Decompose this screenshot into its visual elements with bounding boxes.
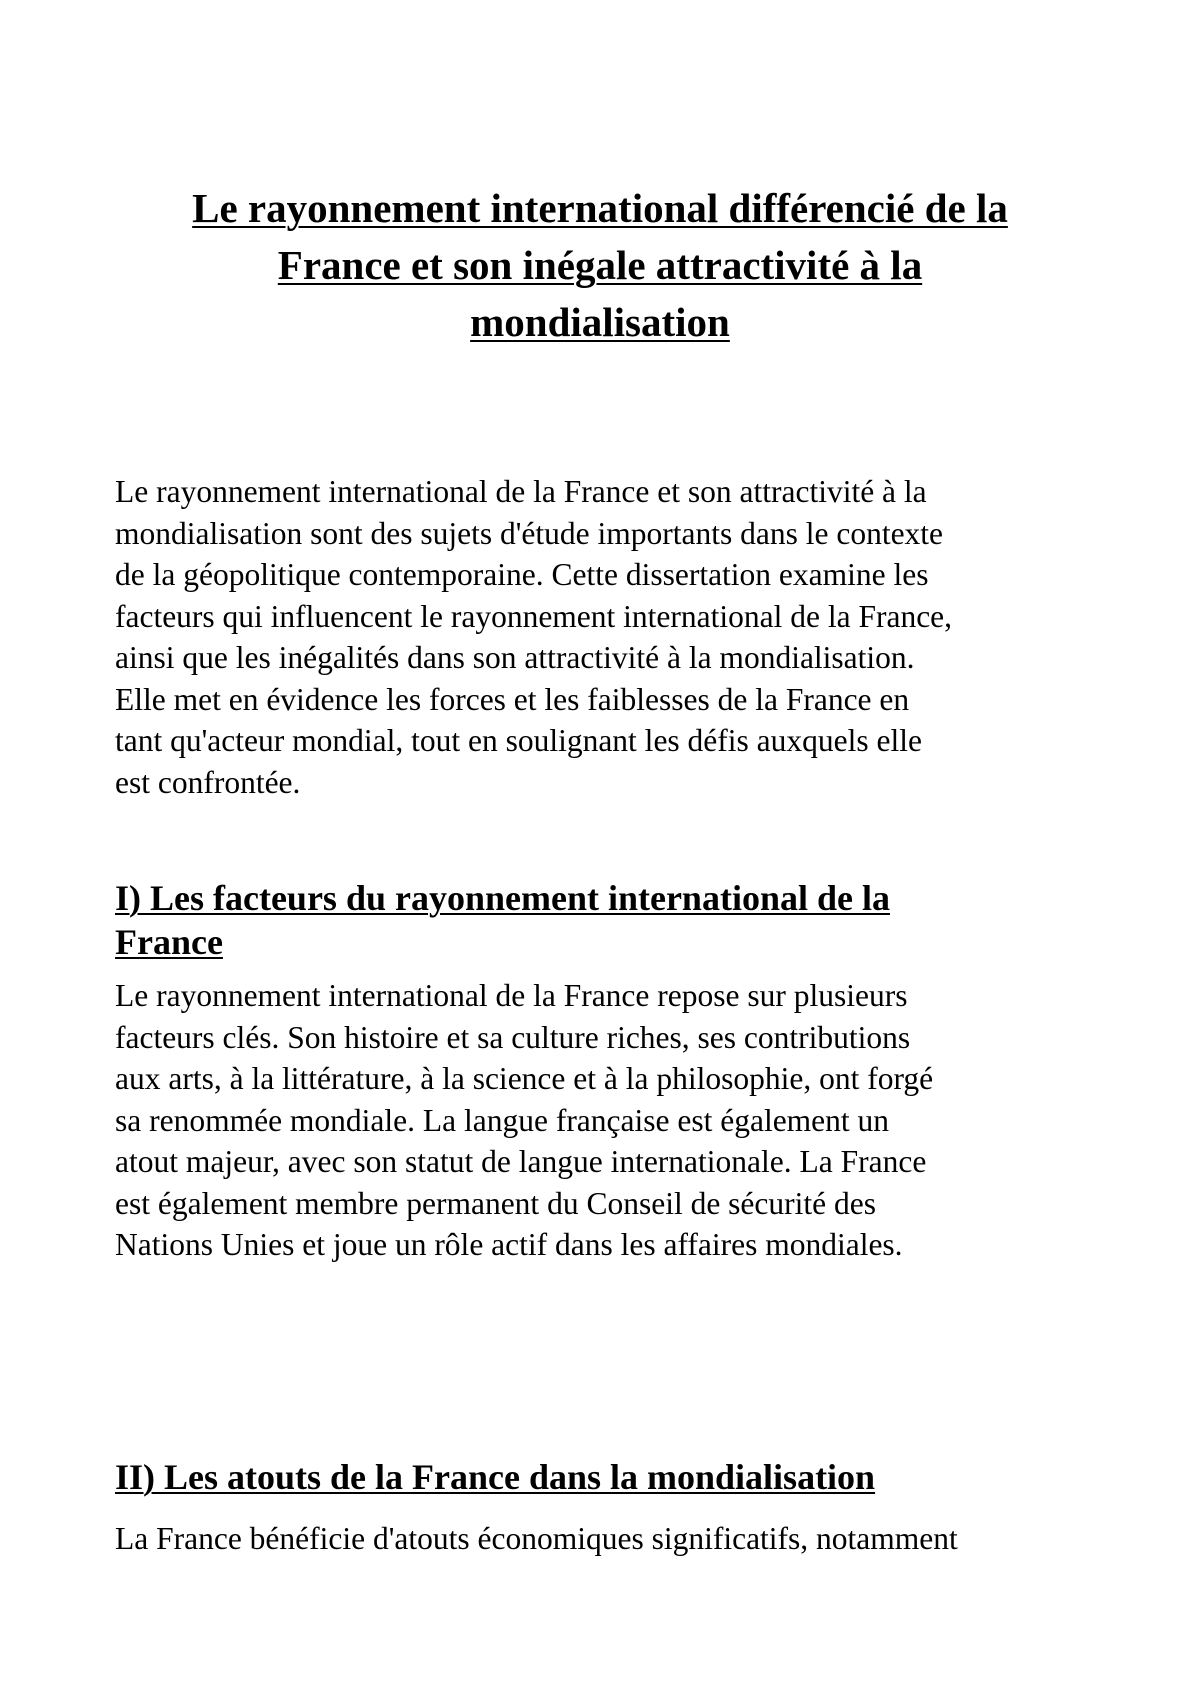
text-line: mondialisation sont des sujets d'étude importants dans le contexte — [115, 515, 944, 551]
text-line: atout majeur, avec son statut de langue internationale. La France — [115, 1144, 927, 1179]
heading-line: France — [115, 922, 223, 962]
text-line: Nations Unies et joue un rôle actif dans les affaires mondiales. — [115, 1227, 903, 1262]
text-line: de la géopolitique contemporaine. Cette dissertation examine les — [115, 557, 929, 592]
section-2-paragraph — [115, 1518, 1115, 1560]
text-line: aux arts, à la littérature, à la science et à la philosophie, ont forgé — [115, 1061, 934, 1096]
text-line: facteurs qui influencent le rayonnement international de la France, — [115, 598, 953, 634]
text-line: La France bénéficie d'atouts économiques significatifs, notamment — [115, 1521, 958, 1556]
text-line: Le rayonnement international de la France repose sur plusieurs — [115, 978, 908, 1013]
heading-line: II) Les atouts de la France dans la mondialisation — [115, 1457, 876, 1497]
text-line: facteurs clés. Son histoire et sa culture riches, ses contributions — [115, 1019, 911, 1055]
text-line: Elle met en évidence les forces et les faiblesses de la France en — [115, 681, 910, 717]
intro-paragraph — [115, 471, 1115, 803]
title-line: France et son inégale attractivité à la — [277, 242, 923, 288]
document-title — [100, 180, 1100, 351]
text-line: sa renommée mondiale. La langue française est également un — [115, 1102, 890, 1138]
text-line: ainsi que les inégalités dans son attractivité à la mondialisation. — [115, 640, 915, 675]
text-line: est également membre permanent du Conseil de sécurité des — [115, 1185, 876, 1221]
text-line: est confrontée. — [115, 764, 301, 800]
section-1-heading — [115, 876, 1115, 964]
section-2-heading — [115, 1455, 1115, 1499]
section-1-paragraph — [115, 975, 1115, 1266]
title-line: mondialisation — [470, 299, 730, 345]
title-line: Le rayonnement international différencié de la — [192, 185, 1008, 231]
text-line: Le rayonnement international de la France et son attractivité à la — [115, 474, 927, 509]
text-line: tant qu'acteur mondial, tout en soulignant les défis auxquels elle — [115, 723, 922, 758]
heading-line: I) Les facteurs du rayonnement international de la — [115, 878, 890, 918]
